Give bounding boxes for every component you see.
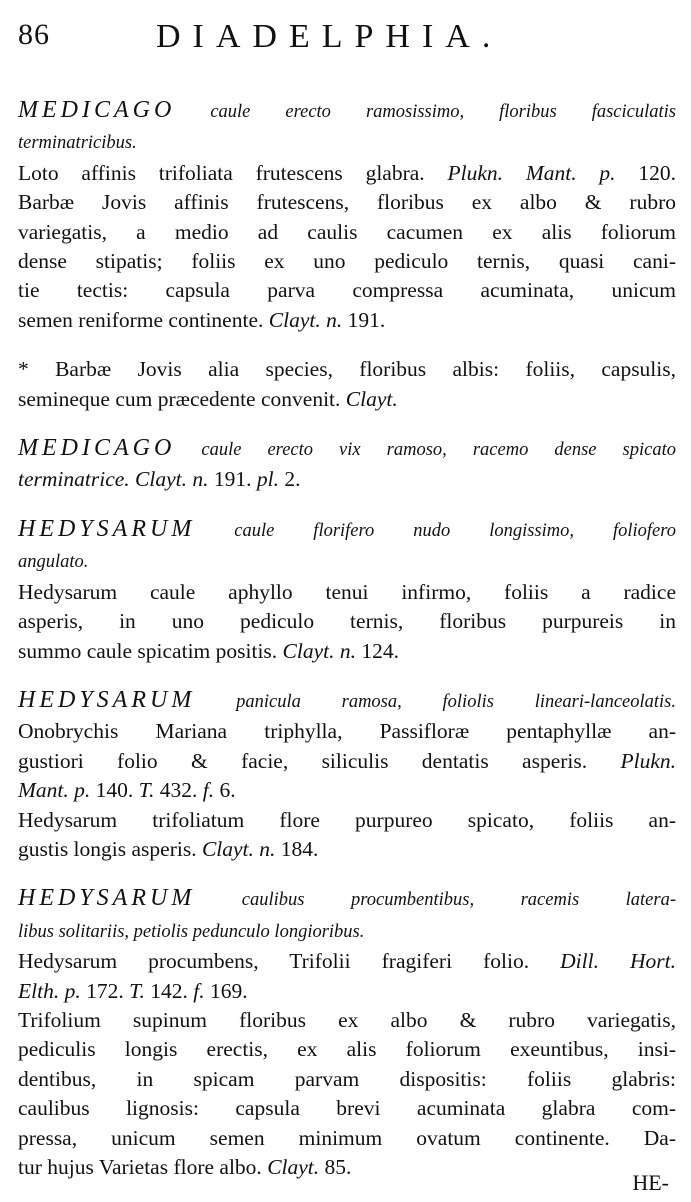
species-entry — [18, 515, 676, 666]
text-line: Loto affinis trifoliata frutescens glabra. Plukn. Mant. p. 120. — [18, 160, 676, 185]
text-line: HEDYSARUM caule florifero nudo longissimo, foliofero — [18, 515, 676, 542]
text-line: Barbæ Jovis affinis frutescens, floribus ex albo & rubro — [18, 190, 676, 215]
text-line: tur hujus Varietas flore albo. Clayt. 85. — [18, 1155, 352, 1179]
species-entry — [18, 96, 676, 335]
page-title: DIADELPHIA. — [156, 18, 503, 55]
text-line: terminatricibus. — [18, 133, 137, 154]
text-line: dentibus, in spicam parvam dispositis: foliis glabris: — [18, 1066, 676, 1091]
text-line: angulato. — [18, 552, 89, 573]
text-line: Elth. p. 172. T. 142. f. 169. — [18, 978, 248, 1003]
species-entry — [18, 686, 676, 864]
text-line: Hedysarum caule aphyllo tenui infirmo, foliis a radice — [18, 579, 676, 604]
text-line: MEDICAGO caule erecto ramosissimo, floribus fasciculatis — [18, 97, 676, 123]
text-line: tie tectis: capsula parva compressa acuminata, unicum — [18, 278, 676, 303]
text-line: Hedysarum trifoliatum flore purpureo spicato, foliis an- — [18, 807, 676, 832]
running-head — [18, 14, 673, 54]
text-line: Hedysarum procumbens, Trifolii fragiferi folio. Dill. Hort. — [18, 949, 676, 974]
text-line: summo caule spicatim positis. Clayt. n. 124. — [18, 638, 400, 663]
text-line: semen reniforme continente. Clayt. n. 191. — [18, 307, 386, 332]
text-line: gustiori folio & facie, siliculis dentatis asperis. Plukn. — [18, 748, 676, 773]
species-entry — [18, 884, 676, 1182]
text-line: Trifolium supinum floribus ex albo & rubro variegatis, — [18, 1007, 676, 1032]
text-line: terminatrice. Clayt. n. 191. pl. 2. — [18, 467, 301, 492]
text-line: asperis, in uno pediculo ternis, floribus purpureis in — [18, 609, 676, 634]
text-line: Onobrychis Mariana triphylla, Passifloræ pentaphyllæ an- — [18, 719, 676, 744]
text-line: gustis longis asperis. Clayt. n. 184. — [18, 836, 319, 861]
text-line: libus solitariis, petiolis pedunculo longioribus. — [18, 921, 365, 942]
text-line: MEDICAGO caule erecto vix ramoso, racemo dense spicato — [18, 435, 676, 462]
text-line: semineque cum præcedente convenit. Clayt. — [18, 386, 398, 411]
text-line: Mant. p. 140. T. 432. f. 6. — [18, 778, 236, 803]
text-line: * Barbæ Jovis alia species, floribus albis: foliis, capsulis, — [18, 357, 676, 382]
species-entry — [18, 355, 676, 414]
text-line: HEDYSARUM panicula ramosa, foliolis lineari-lanceolatis. — [18, 686, 676, 713]
species-entry — [18, 434, 676, 495]
text-line: HEDYSARUM caulibus procumbentibus, racemis latera- — [18, 885, 676, 912]
text-line: variegatis, a medio ad caulis cacumen ex alis foliorum — [18, 219, 676, 244]
text-line: pressa, unicum semen minimum ovatum continente. Da- — [18, 1125, 676, 1150]
page-number: 86 — [18, 18, 50, 51]
catchword: HE- — [632, 1170, 669, 1195]
text-line: caulibus lignosis: capsula brevi acuminata glabra com- — [18, 1096, 676, 1121]
text-line: dense stipatis; foliis ex uno pediculo ternis, quasi cani- — [18, 249, 676, 274]
text-line: pediculis longis erectis, ex alis foliorum exeuntibus, insi- — [18, 1037, 676, 1062]
text-body — [18, 96, 676, 1202]
